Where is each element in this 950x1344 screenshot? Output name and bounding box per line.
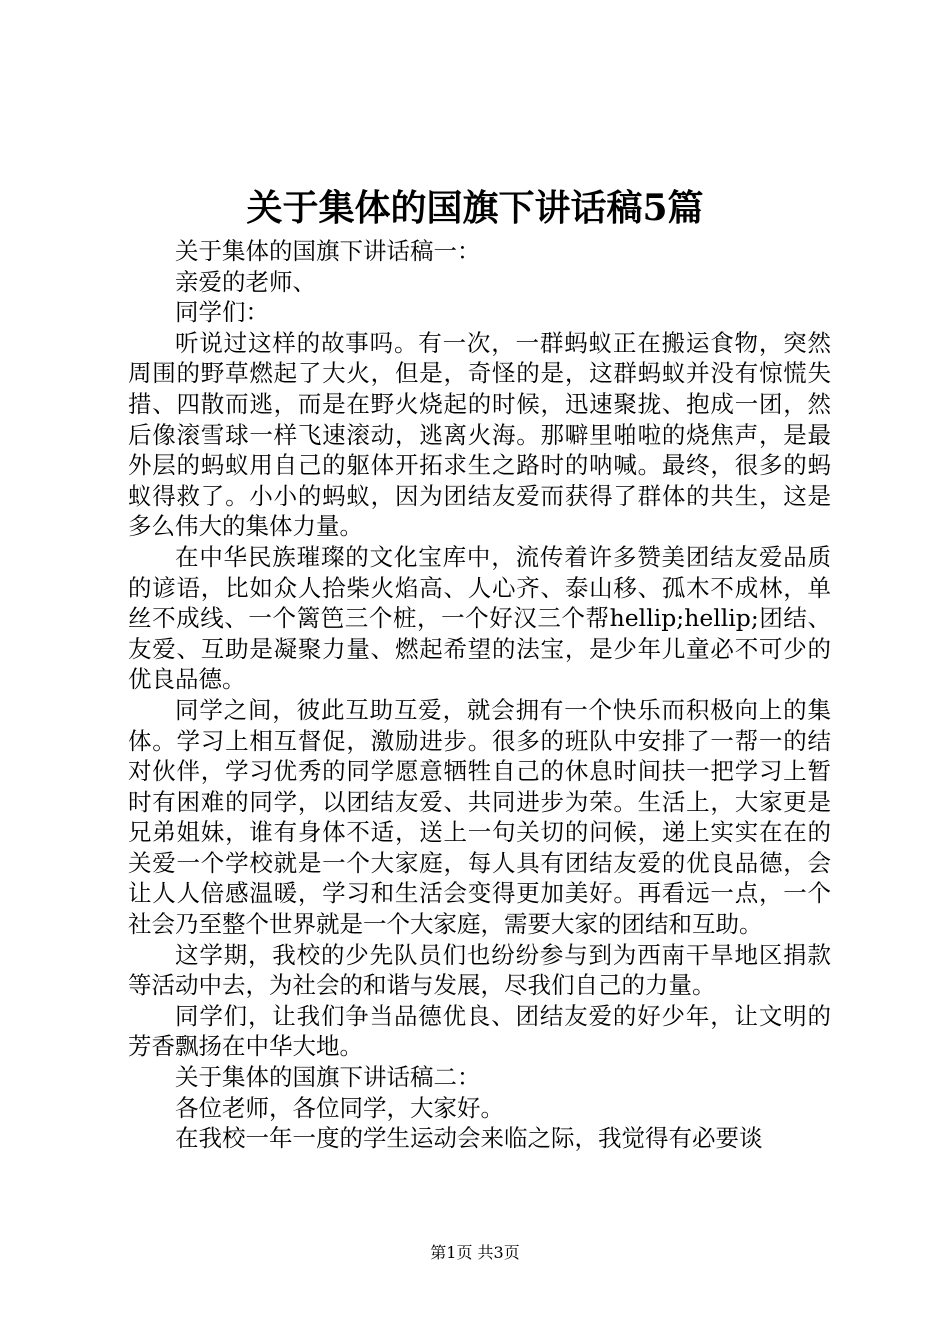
document-body [128, 236, 831, 1154]
paragraph: 同学们： [175, 298, 269, 327]
paragraph: 在中华民族璀璨的文化宝库中，流传着许多赞美团结友爱品质的谚语，比如众人拾柴火焰高、人心齐、泰山移、孤木不成林，单丝不成线、一个篱笆三个桩，一个好汉三个帮hellip;hellip;团结、友爱、互助是凝聚力量、燃起希望的法宝，是少年儿童必不可少的优良品德。 [128, 542, 831, 694]
paragraph: 听说过这样的故事吗。有一次，一群蚂蚁正在搬运食物，突然周围的野草燃起了大火，但是，奇怪的是，这群蚂蚁并没有惊慌失措、四散而逃，而是在野火烧起的时候，迅速聚拢、抱成一团，然后像滚雪球一样飞速滚动，逃离火海。那噼里啪啦的烧焦声，是最外层的蚂蚁用自己的躯体开拓求生之路时的呐喊。最终，很多的蚂蚁得救了。小小的蚂蚁，因为团结友爱而获得了群体的共生，这是多么伟大的集体力量。 [128, 328, 831, 541]
paragraph: 各位老师，各位同学，大家好。 [175, 1093, 504, 1122]
paragraph: 这学期，我校的少先队员们也纷纷参与到为西南干旱地区捐款等活动中去，为社会的和谐与发展，尽我们自己的力量。 [128, 940, 831, 1000]
page-footer: 第1页 共3页 [430, 1243, 520, 1262]
paragraph: 在我校一年一度的学生运动会来临之际，我觉得有必要谈 [175, 1124, 763, 1153]
paragraph: 关于集体的国旗下讲话稿一： [175, 237, 481, 265]
document-title: 关于集体的国旗下讲话稿5篇 [246, 187, 704, 229]
paragraph: 同学们，让我们争当品德优良、团结友爱的好少年，让文明的芳香飘扬在中华大地。 [128, 1001, 831, 1061]
paragraph: 亲爱的老师、 [175, 267, 316, 296]
paragraph: 关于集体的国旗下讲话稿二： [175, 1063, 481, 1092]
paragraph: 同学之间，彼此互助互爱，就会拥有一个快乐而积极向上的集体。学习上相互督促，激励进步。很多的班队中安排了一帮一的结对伙伴，学习优秀的同学愿意牺牲自己的休息时间扶一把学习上暂时有困难的同学，以团结友爱、共同进步为荣。生活上，大家更是兄弟姐妹，谁有身体不适，送上一句关切的问候，递上实实在在的关爱一个学校就是一个大家庭，每人具有团结友爱的优良品德，会让人人倍感温暖，学习和生活会变得更加美好。再看远一点，一个社会乃至整个世界就是一个大家庭，需要大家的团结和互助。 [128, 695, 831, 939]
